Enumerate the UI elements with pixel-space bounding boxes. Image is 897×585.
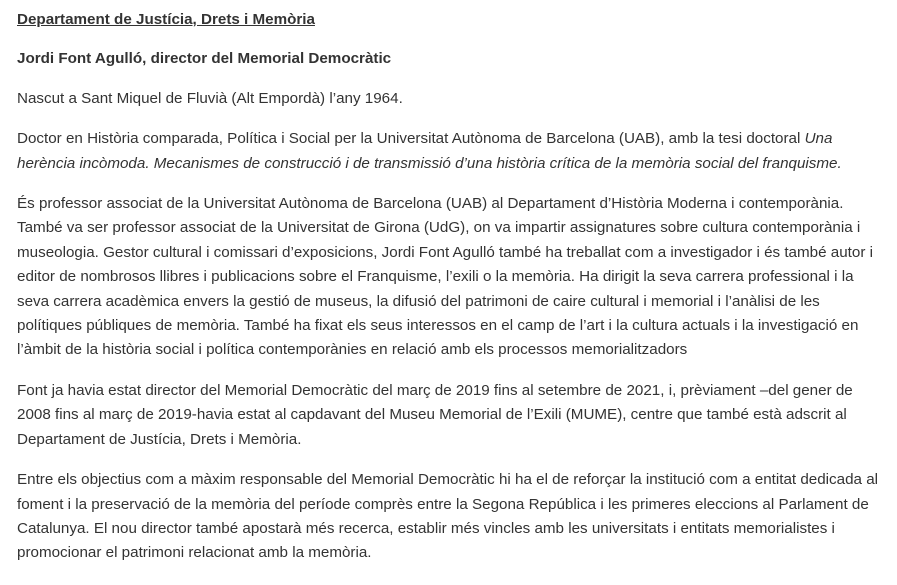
objectives-paragraph: Entre els objectius com a màxim responsable del Memorial Democràtic hi ha el de reforçar la institució com a entitat dedicada al foment i la preservació de la memòria del període comprès entre la Segona República i les primeres eleccions al Parlament de Catalunya. El nou director també apostarà més recerca, establir més vincles amb les universitats i entitats memorialistes i promocionar el patrimoni relacionat amb la memòria. [17, 471, 879, 562]
article-heading: Jordi Font Agulló, director del Memorial Democràtic [17, 50, 392, 68]
career-paragraph: És professor associat de la Universitat Autònoma de Barcelona (UAB) al Departament d’Història Moderna i contemporània. També va ser professor associat de la Universitat de Girona (UdG), on va impartir assignatures sobre cultura contemporània i museologia. Gestor cultural i comissari d’exposicions, Jordi Font Agulló també ha treballat com a investigador i és també autor i editor de nombrosos llibres i publicacions sobre el Franquisme, l’exili o la memòria. Ha dirigit la seva carrera professional i la seva carrera acadèmica envers la gestió de museus, la difusió del patrimoni de caire cultural i memorial i l’anàlisi de les polítiques públiques de memòria. També ha fixat els seus interessos en el camp de l’art i la cultura actuals i la investigació en l’àmbit de la història social i política contemporànies en relació amb els processos memorialitzadors [17, 195, 873, 359]
doctorate-paragraph [17, 127, 879, 176]
birth-paragraph: Nascut a Sant Miquel de Fluvià (Alt Empordà) l’any 1964. [17, 89, 403, 107]
doctorate-text: Doctor en Història comparada, Política i Social per la Universitat Autònoma de Barcelona (UAB), amb la tesi doctoral [17, 130, 805, 148]
previous-roles-paragraph: Font ja havia estat director del Memorial Democràtic del març de 2019 fins al setembre de 2021, i, prèviament –del gener de 2008 fins al març de 2019-havia estat al capdavant del Museu Memorial de l’Exili (MUME), centre que també està adscrit al Departament de Justícia, Drets i Memòria. [17, 381, 853, 448]
thesis-title: Una herència incòmoda. Mecanismes de construcció i de transmissió d’una història crítica de la memòria social del franquisme. [17, 130, 842, 172]
department-link[interactable]: Departament de Justícia, Drets i Memòria [17, 11, 315, 28]
